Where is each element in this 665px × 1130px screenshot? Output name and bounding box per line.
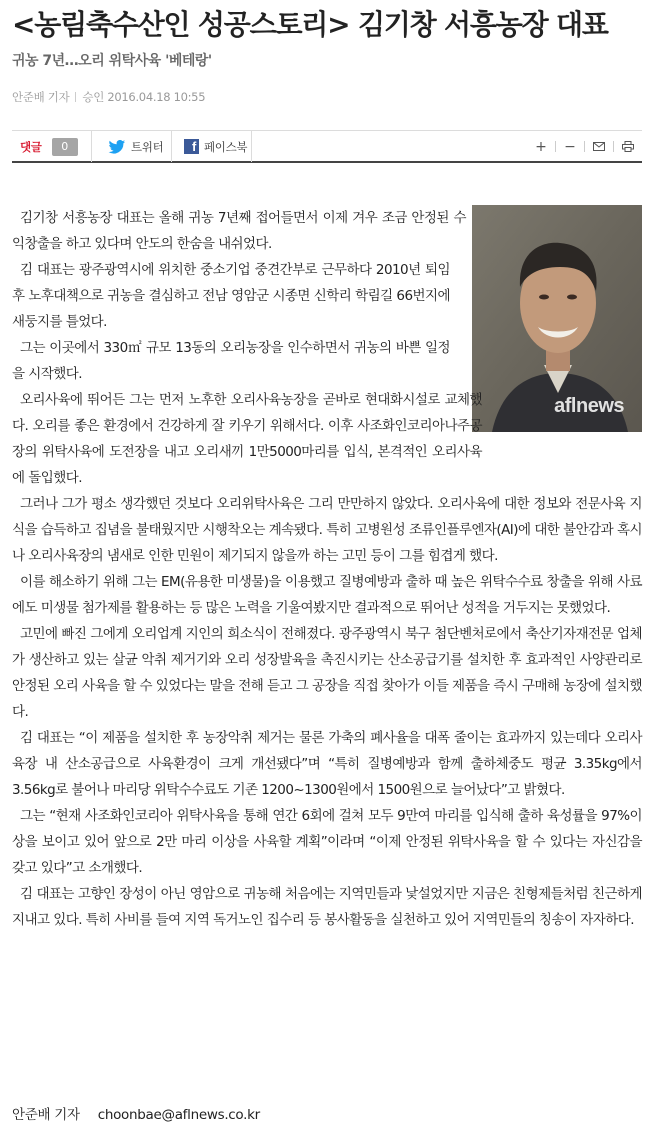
paragraph: 그는 “현재 사조화인코리아 위탁사육을 통해 연간 6회에 걸쳐 모두 9만여 마리를 입식해 출하 육성률을 97%이상을 보이고 있어 앞으로 2만 마리 이상을 사육할 계획”이라며 “이제 안정된 위탁사육을 할 수 있다는 자신감을 갖고 있다”고 소개했다. xyxy=(12,808,642,876)
approved-date: 승인 2016.04.18 10:55 xyxy=(82,90,206,104)
article-subtitle: 귀농 7년…오리 위탁사육 '베테랑' xyxy=(12,53,212,69)
print-icon[interactable] xyxy=(614,131,642,162)
facebook-label: 페이스북 xyxy=(204,139,248,154)
reporter-name[interactable]: 안준배 기자 xyxy=(12,90,70,104)
article-title: <농림축수산인 성공스토리> 김기창 서흥농장 대표 xyxy=(12,8,608,41)
article-body xyxy=(12,205,642,933)
paragraph: 그러나 그가 평소 생각했던 것보다 오리위탁사육은 그리 만만하지 않았다. 오리사육에 대한 정보와 전문사육 지식을 습득하고 집념을 불태웠지만 시행착오는 계속됐다. 특히 고병원성 조류인플루엔자(AI)에 대한 불안감과 혹시나 오리사육장의 냄새로 인한 민원이 제기되지 않을까 하는 고민 등이 그를 힘겹게 했다. xyxy=(12,496,642,564)
facebook-icon: f xyxy=(184,139,199,154)
byline xyxy=(12,1103,260,1123)
email-icon[interactable] xyxy=(585,131,613,162)
paragraph: 이를 해소하기 위해 그는 EM(유용한 미생물)을 이용했고 질병예방과 출하 때 높은 위탁수수료 창출을 위해 사료에도 미생물 첨가제를 활용하는 등 많은 노력을 기울여봤지만 결과적으로 뛰어난 성적을 거두지는 못했었다. xyxy=(12,574,642,616)
article-meta xyxy=(12,89,205,105)
twitter-label: 트위터 xyxy=(131,139,164,154)
paragraph: 김 대표는 고향인 장성이 아닌 영암으로 귀농해 처음에는 지역민들과 낯설었지만 지금은 친형제들처럼 친근하게 지내고 있다. 특히 사비를 들여 지역 독거노인 집수리 등 봉사활동을 실천하고 있어 지역민들의 칭송이 자자하다. xyxy=(12,886,642,928)
twitter-icon xyxy=(108,140,126,154)
twitter-share-button[interactable] xyxy=(96,131,172,162)
article-tools xyxy=(527,131,642,162)
comment-count-badge: 0 xyxy=(52,138,78,156)
paragraph: 오리사육에 뛰어든 그는 먼저 노후한 오리사육농장을 곧바로 현대화시설로 교체했다. 오리를 좋은 환경에서 건강하게 잘 키우기 위해서다. 이후 사조화인코리아나주공장의 위탁사육에 도전장을 내고 오리새끼 1만5000마리를 입식, 본격적인 오리사육에 돌입했다. xyxy=(12,392,482,486)
paragraph: 고민에 빠진 그에게 오리업계 지인의 희소식이 전해졌다. 광주광역시 북구 첨단벤처로에서 축산기자재전문 업체가 생산하고 있는 살균 악취 제거기와 오리 성장발육을 촉진시키는 산소공급기를 설치한 후 효과적인 사양관리로 안정된 오리 사육을 할 수 있었다는 말을 전해 듣고 그 공장을 직접 찾아가 이들 제품을 즉시 구매해 농장에 설치했다. xyxy=(12,626,642,720)
photo-watermark: aflnews xyxy=(554,395,624,417)
facebook-share-button[interactable] xyxy=(172,131,252,162)
paragraph: 김기창 서흥농장 대표는 올해 귀농 7년째 접어들면서 이제 겨우 조금 안정된 수익창출을 하고 있다며 안도의 한숨을 내쉬었다. xyxy=(12,210,466,252)
font-increase-icon[interactable]: + xyxy=(535,138,547,155)
paragraph: 김 대표는 “이 제품을 설치한 후 농장악취 제거는 물론 가축의 폐사율을 대폭 줄이는 효과까지 있는데다 오리사육장 내 산소공급으로 사육환경이 크게 개선됐다”며 “특히 질병예방과 함께 출하체중도 평균 3.35kg에서 3.56kg로 불어나 마리당 위탁수수료도 기존 1200~1300원에서 1500원으로 늘어났다”고 밝혔다. xyxy=(12,730,642,798)
paragraph: 김 대표는 광주광역시에 위치한 중소기업 중견간부로 근무하다 2010년 퇴임 후 노후대책으로 귀농을 결심하고 전남 영암군 시종면 신학리 학림길 66번지에 새둥지를 틀었다. xyxy=(12,262,450,330)
share-bar xyxy=(12,130,642,163)
paragraph: 그는 이곳에서 330㎡ 규모 13동의 오리농장을 인수하면서 귀농의 바쁜 일정을 시작했다. xyxy=(12,340,450,382)
comment-label: 댓글 xyxy=(20,139,42,154)
meta-divider xyxy=(75,92,76,102)
comment-button[interactable] xyxy=(12,131,92,162)
byline-email[interactable]: choonbae@aflnews.co.kr xyxy=(97,1107,260,1123)
font-decrease-icon[interactable]: − xyxy=(564,138,576,155)
byline-reporter: 안준배 기자 xyxy=(12,1107,80,1123)
